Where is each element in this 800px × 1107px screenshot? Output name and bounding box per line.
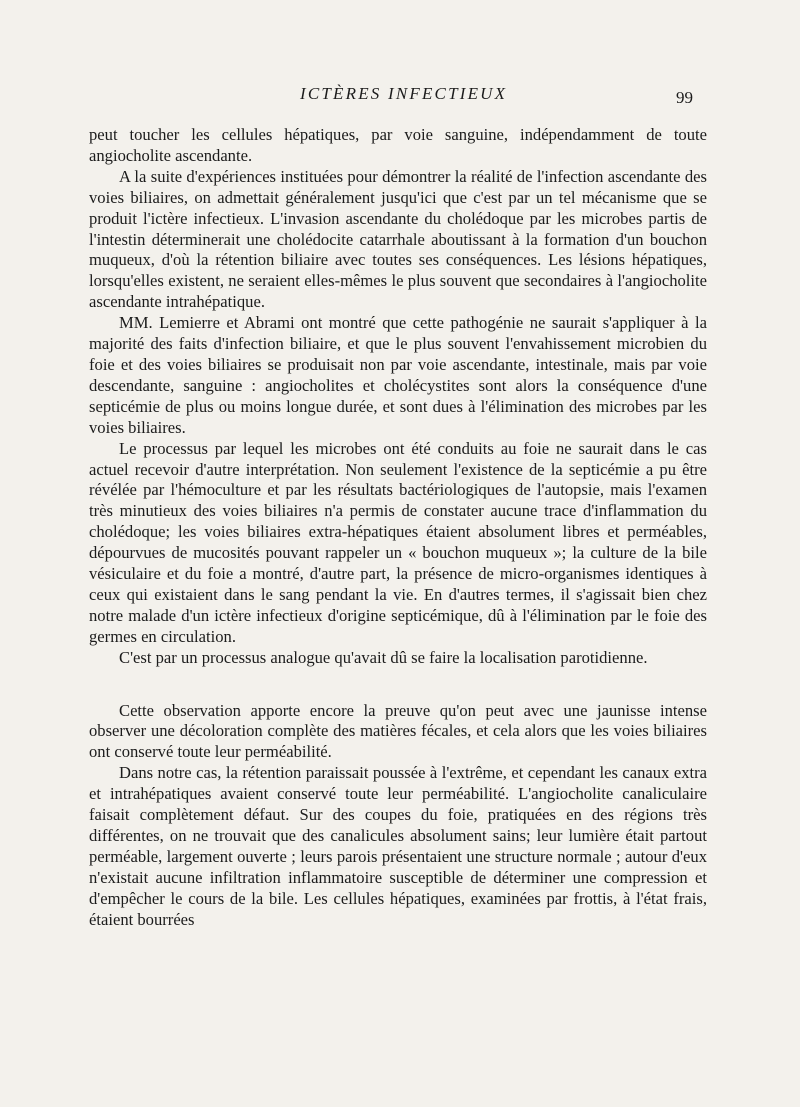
- running-title: ICTÈRES INFECTIEUX: [300, 84, 508, 103]
- page-header: [0, 84, 800, 114]
- paragraph: A la suite d'expériences instituées pour démontrer la réalité de l'infection ascendante des voies biliaires, on admettait généralement jusqu'ici que c'est par un tel mécanisme que se produit l'ictère infectieux. L'invasion ascendante du cholédoque par les microbes partis de l'intestin déterminerait une cholédocite catarrhale aboutissant à la formation d'un bouchon muqueux, d'où la rétention biliaire avec toutes ses conséquences. Les lésions hépatiques, lorsqu'elles existent, ne seraient elles-mêmes le plus souvent que secondaires à l'angiocholite ascendante intrahépatique.: [89, 166, 707, 312]
- paragraph: peut toucher les cellules hépatiques, par voie sanguine, indépendamment de toute angiocholite ascendante.: [89, 125, 707, 165]
- paragraph: C'est par un processus analogue qu'avait dû se faire la localisation parotidienne.: [119, 647, 648, 667]
- paragraph: Dans notre cas, la rétention paraissait poussée à l'extrême, et cependant les canaux extra et intrahépatiques avaient conservé toute leur perméabilité. L'angiocholite canaliculaire faisait complètement défaut. Sur des coupes du foie, pratiquées en des régions très différentes, on ne trouvait que des canalicules absolument sains; leur lumière était partout perméable, largement ouverte ; leurs parois présentaient une structure normale ; autour d'eux n'existait aucune infiltration inflammatoire susceptible de déterminer une compression et d'empêcher le cours de la bile. Les cellules hépatiques, examinées par frottis, à l'état frais, étaient bourrées: [89, 763, 707, 929]
- page-number: 99: [676, 88, 693, 107]
- paragraph: MM. Lemierre et Abrami ont montré que cette pathogénie ne saurait s'appliquer à la majorité des faits d'infection biliaire, et que le plus souvent l'envahissement microbien du foie et des voies biliaires se produisait non par voie ascendante, intestinale, mais par voie descendante, sanguine : angiocholites et cholécystites sont alors la conséquence d'une septicémie de plus ou moins longue durée, et sont dues à l'élimination des microbes par les voies biliaires.: [89, 313, 707, 437]
- paragraph: Le processus par lequel les microbes ont été conduits au foie ne saurait dans le cas actuel recevoir d'autre interprétation. Non seulement l'existence de la septicémie a pu être révélée par l'hémoculture et par les résultats bactériologiques de l'autopsie, mais l'examen très minutieux des voies biliaires n'a permis de constater aucune trace d'inflammation du cholédoque; les voies biliaires extra-hépatiques étaient absolument libres et perméables, dépourvues de mucosités pouvant rappeler un « bouchon muqueux »; la culture de la bile vésiculaire et du foie a montré, d'autre part, la présence de micro-organismes identiques à ceux qui existaient dans le sang pendant la vie. En d'autres termes, il s'agissait bien chez notre malade d'un ictère infectieux d'origine septicémique, dû à l'élimination par le foie des germes en circulation.: [89, 438, 707, 646]
- paragraph: Cette observation apporte encore la preuve qu'on peut avec une jaunisse intense observer une décoloration complète des matières fécales, et cela alors que les voies biliaires ont conservé toute leur perméabilité.: [89, 700, 707, 762]
- body-text: [89, 125, 707, 931]
